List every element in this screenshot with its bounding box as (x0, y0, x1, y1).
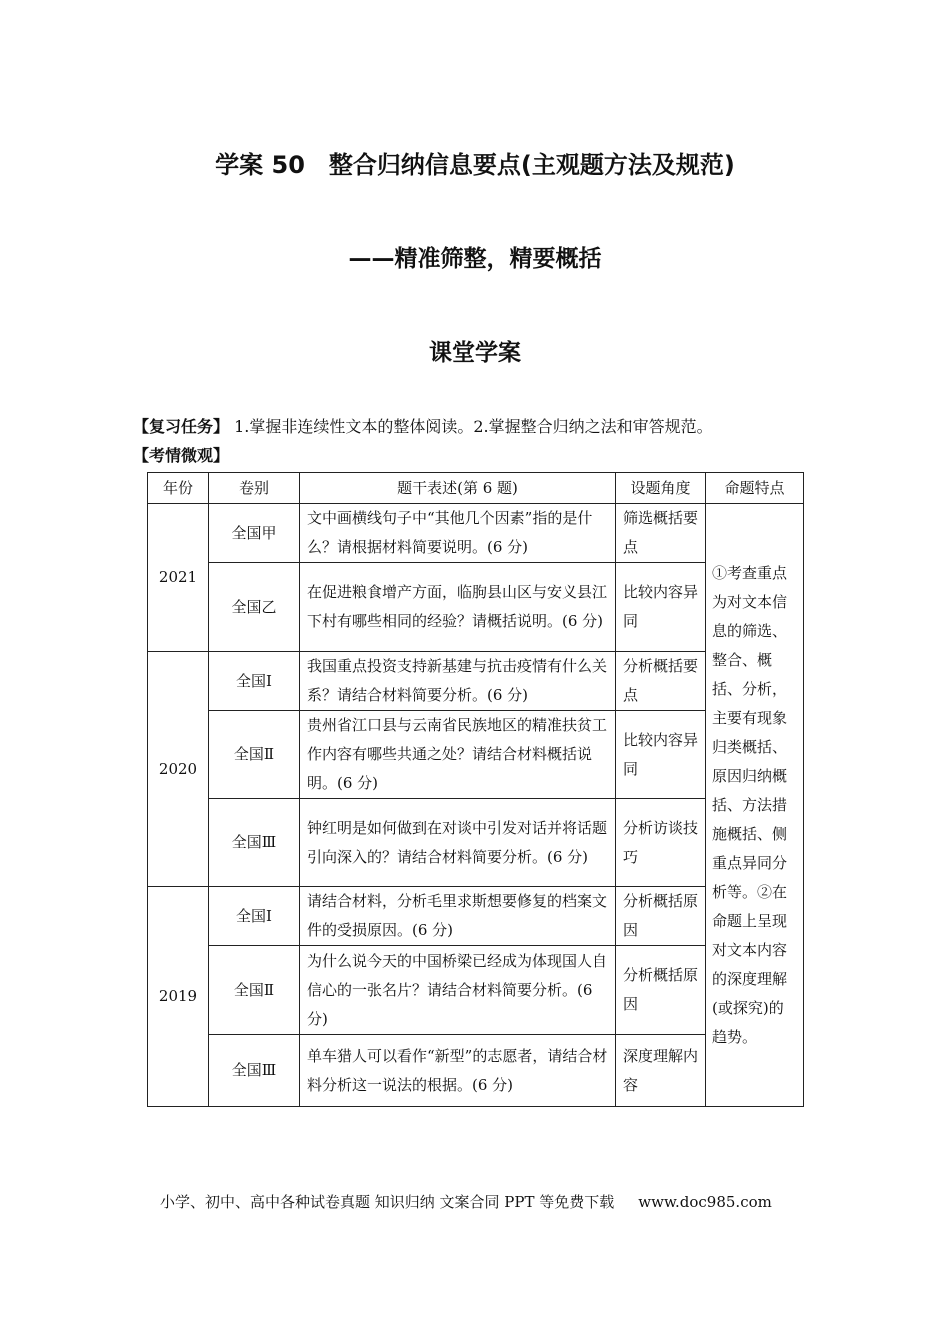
exam-table (147, 472, 804, 1107)
header-question: 题干表述(第 6 题) (300, 473, 616, 504)
angle-cell: 比较内容异同 (616, 563, 706, 652)
paper-cell: 全国乙 (209, 563, 300, 652)
footer-link[interactable]: www.doc985.com (638, 1193, 772, 1211)
paper-cell: 全国Ⅲ (209, 799, 300, 887)
year-cell: 2019 (148, 887, 209, 1107)
angle-cell: 分析访谈技巧 (616, 799, 706, 887)
angle-cell: 分析概括要点 (616, 652, 706, 711)
question-cell: 钟红明是如何做到在对谈中引发对话并将话题引向深入的？请结合材料简要分析。(6 分) (300, 799, 616, 887)
question-cell: 请结合材料，分析毛里求斯想要修复的档案文件的受损原因。(6 分) (300, 887, 616, 946)
question-cell: 我国重点投资支持新基建与抗击疫情有什么关系？请结合材料简要分析。(6 分) (300, 652, 616, 711)
table-row (148, 652, 804, 711)
table-row (148, 711, 804, 799)
page-footer (160, 1191, 772, 1212)
paper-cell: 全国Ⅰ (209, 652, 300, 711)
question-cell: 单车猎人可以看作“新型”的志愿者，请结合材料分析这一说法的根据。(6 分) (300, 1035, 616, 1107)
angle-cell: 分析概括原因 (616, 946, 706, 1035)
section-heading: 课堂学案 (429, 340, 521, 366)
feature-cell: ①考查重点为对文本信息的筛选、整合、概括、分析，主要有现象归类概括、原因归纳概括、方法措施概括、侧重点异同分析等。②在命题上呈现对文本内容的深度理解(或探究)的趋势。 (706, 504, 804, 1107)
year-cell: 2020 (148, 652, 209, 887)
table-header-row (148, 473, 804, 504)
review-task (133, 414, 713, 437)
paper-cell: 全国甲 (209, 504, 300, 563)
page-title: 学案 50 整合归纳信息要点(主观题方法及规范) (215, 151, 735, 179)
angle-cell: 分析概括原因 (616, 887, 706, 946)
table-row (148, 504, 804, 563)
question-cell: 贵州省江口县与云南省民族地区的精准扶贫工作内容有哪些共通之处？请结合材料概括说明。(6 分) (300, 711, 616, 799)
header-paper: 卷别 (209, 473, 300, 504)
paper-cell: 全国Ⅱ (209, 711, 300, 799)
paper-cell: 全国Ⅲ (209, 1035, 300, 1107)
angle-cell: 筛选概括要点 (616, 504, 706, 563)
review-text: 1.掌握非连续性文本的整体阅读。2.掌握整合归纳之法和审答规范。 (229, 417, 713, 436)
question-cell: 为什么说今天的中国桥梁已经成为体现国人自信心的一张名片？请结合材料简要分析。(6 分) (300, 946, 616, 1035)
table-row (148, 563, 804, 652)
footer-text: 小学、初中、高中各种试卷真题 知识归纳 文案合同 PPT 等免费下载 (160, 1193, 615, 1211)
angle-cell: 深度理解内容 (616, 1035, 706, 1107)
table-row (148, 887, 804, 946)
review-label: 【复习任务】 (133, 417, 230, 436)
paper-cell: 全国Ⅱ (209, 946, 300, 1035)
table-row (148, 946, 804, 1035)
angle-cell: 比较内容异同 (616, 711, 706, 799)
question-cell: 文中画横线句子中“其他几个因素”指的是什么？请根据材料简要说明。(6 分) (300, 504, 616, 563)
header-feature: 命题特点 (706, 473, 804, 504)
paper-cell: 全国Ⅰ (209, 887, 300, 946)
table-row (148, 1035, 804, 1107)
table-row (148, 799, 804, 887)
page-subtitle: ——精准筛整，精要概括 (348, 246, 602, 272)
situation-label: 【考情微观】 (133, 446, 230, 465)
year-cell: 2021 (148, 504, 209, 652)
header-year: 年份 (148, 473, 209, 504)
question-cell: 在促进粮食增产方面，临朐县山区与安义县江下村有哪些相同的经验？请概括说明。(6 分) (300, 563, 616, 652)
header-angle: 设题角度 (616, 473, 706, 504)
